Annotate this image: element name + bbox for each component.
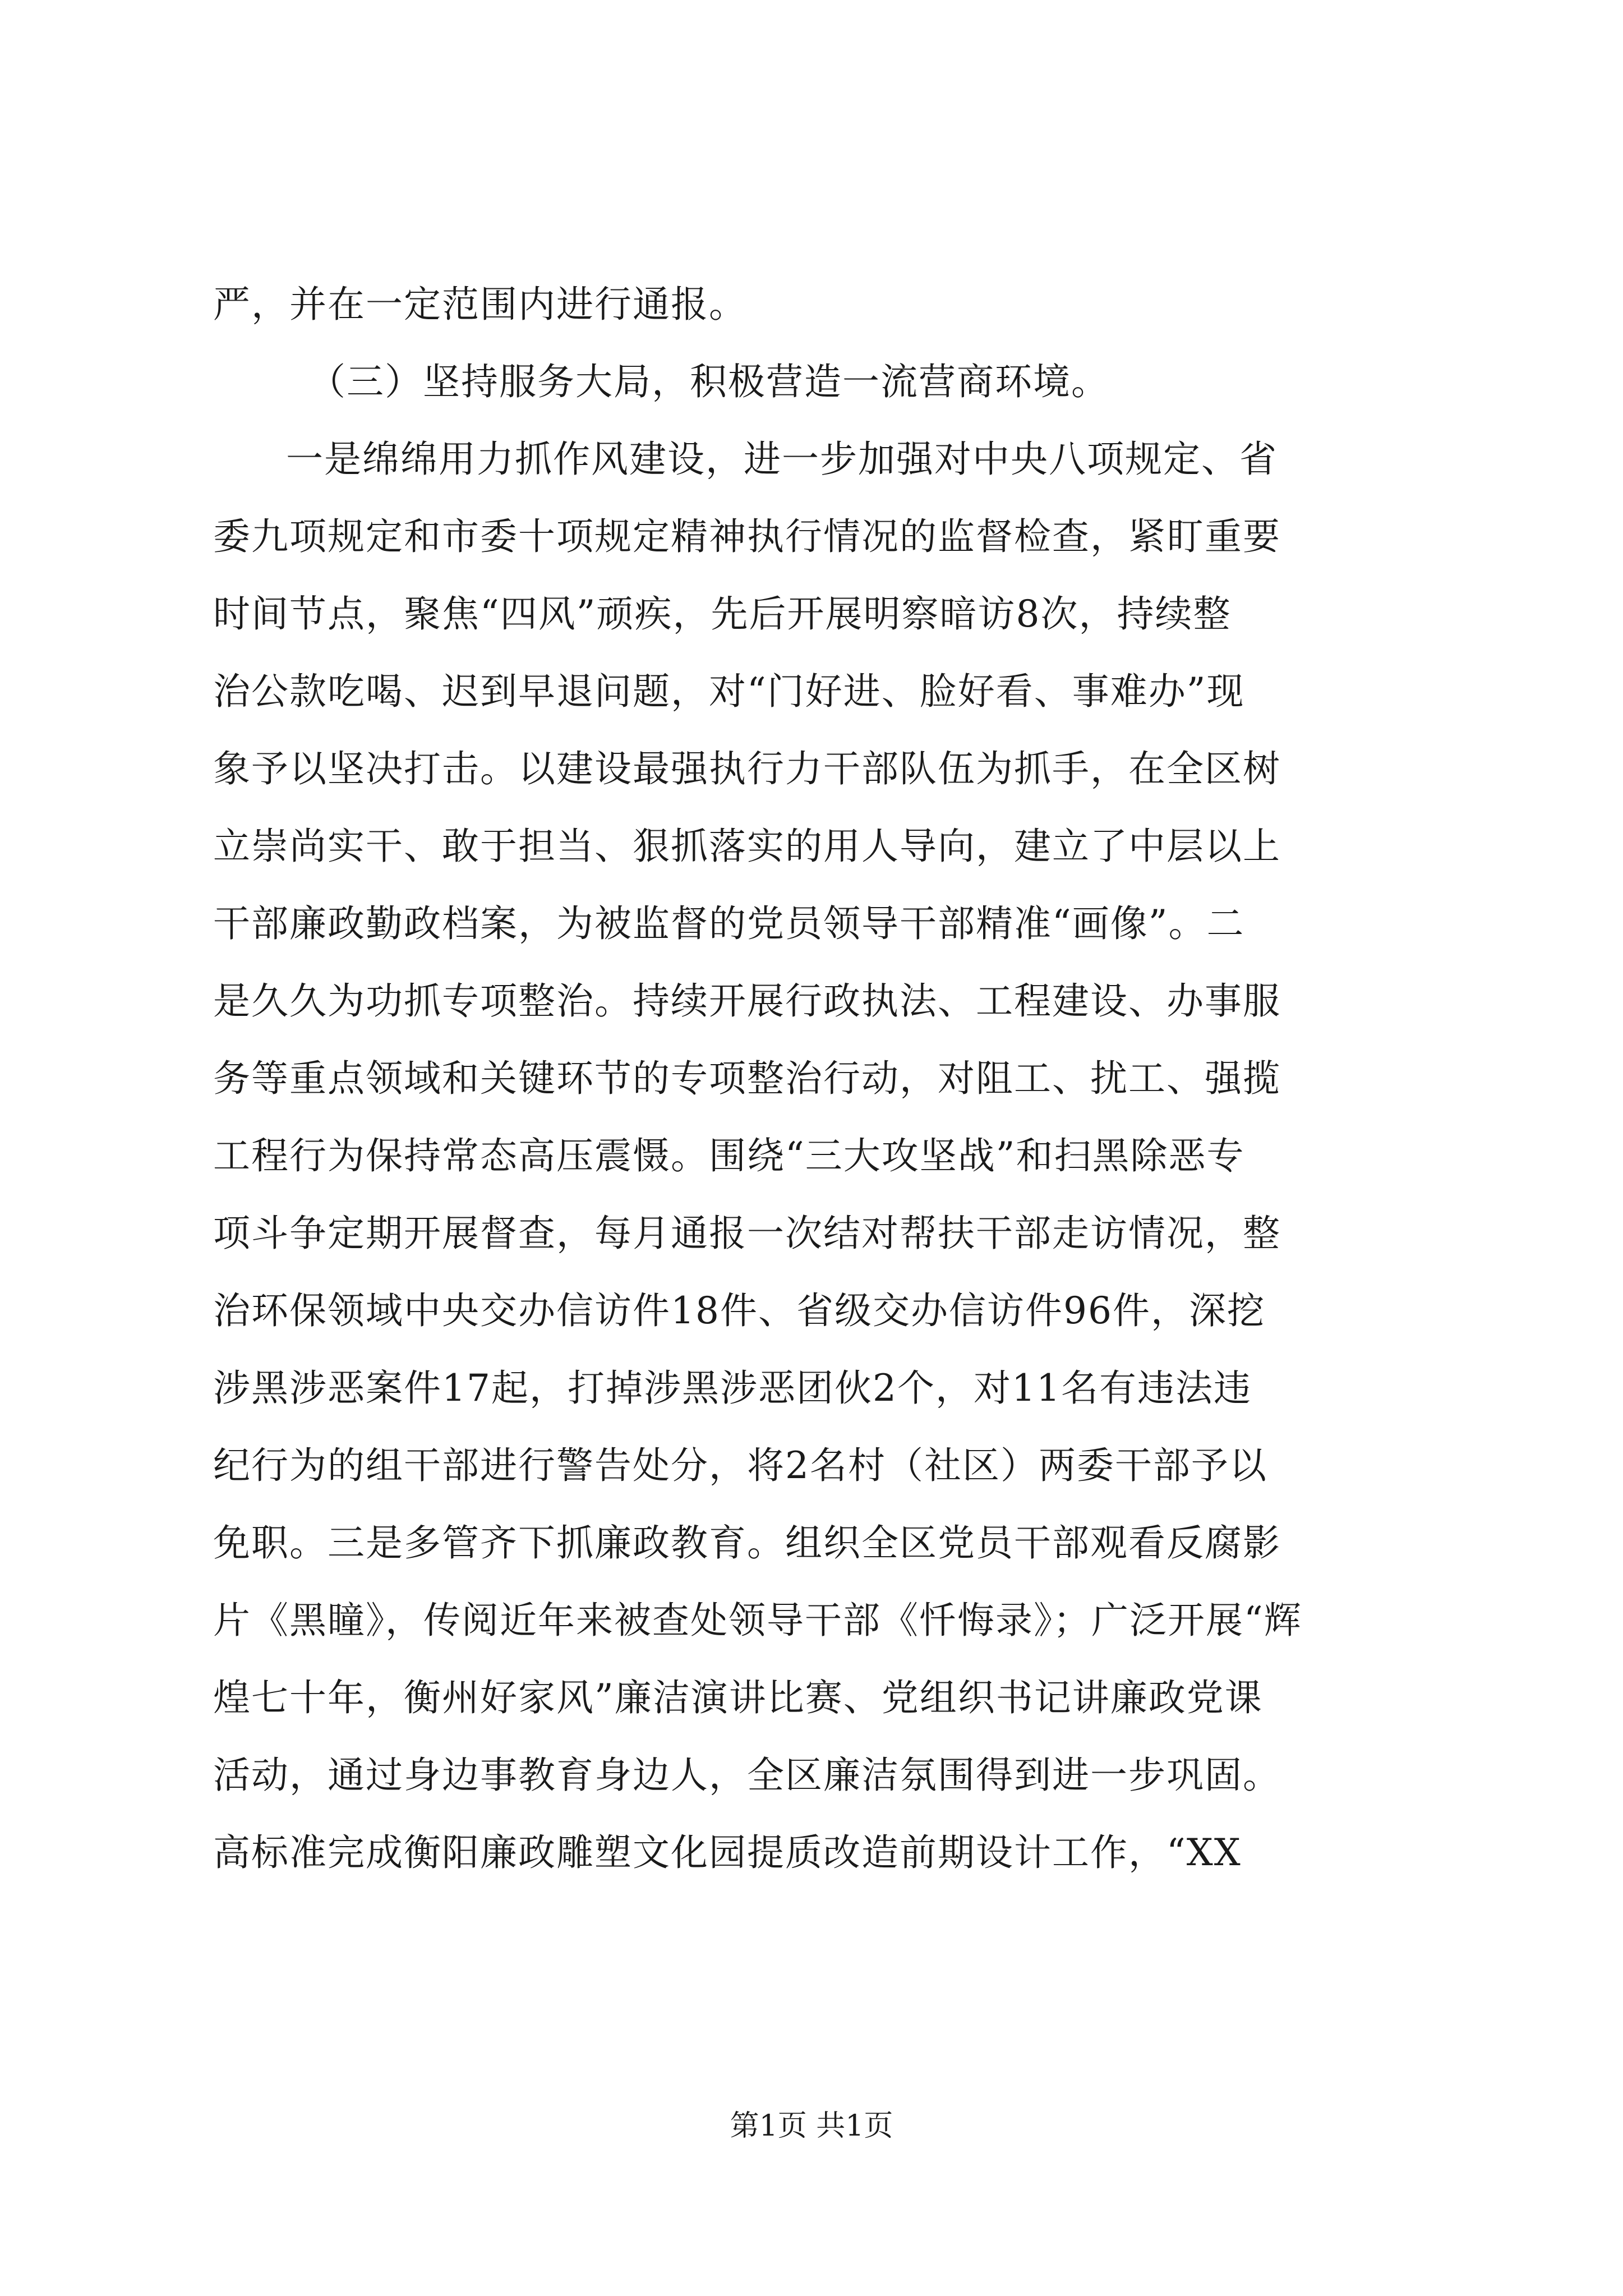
text-line: 是久久为功抓专项整治。持续开展行政执法、工程建设、办事服: [213, 979, 1281, 1023]
document-body: [213, 266, 1424, 1892]
text-line: 高标准完成衡阳廉政雕塑文化园提质改造前期设计工作，“XX: [213, 1831, 1242, 1874]
page-footer: [0, 2104, 1623, 2148]
text-line: 治公款吃喝、迟到早退问题，对“门好进、脸好看、事难办”现: [213, 670, 1245, 713]
text-line: 干部廉政勤政档案，为被监督的党员领导干部精准“画像”。二: [213, 902, 1245, 945]
text-line: 煌七十年，衡州好家风”廉洁演讲比赛、党组织书记讲廉政党课: [213, 1676, 1263, 1719]
text-line: 活动，通过身边事教育身边人，全区廉洁氛围得到进一步巩固。: [213, 1754, 1281, 1797]
text-line: 项斗争定期开展督查，每月通报一次结对帮扶干部走访情况，整: [213, 1212, 1281, 1255]
text-line: 工程行为保持常态高压震慑。围绕“三大攻坚战”和扫黑除恶专: [213, 1134, 1245, 1177]
text-line: 务等重点领域和关键环节的专项整治行动，对阻工、扰工、强揽: [213, 1057, 1281, 1100]
text-line: 片《黑瞳》，传阅近年来被查处领导干部《忏悔录》；广泛开展“辉: [213, 1599, 1302, 1642]
section-heading: （三）坚持服务大局，积极营造一流营商环境。: [308, 360, 1109, 403]
text-line: 一是绵绵用力抓作风建设，进一步加强对中央八项规定、省: [286, 438, 1278, 481]
text-line: 立崇尚实干、敢于担当、狠抓落实的用人导向，建立了中层以上: [213, 825, 1281, 868]
text-line: 涉黑涉恶案件17起，打掉涉黑涉恶团伙2个，对11名有违法违: [213, 1366, 1252, 1410]
text-line: 治环保领域中央交办信访件18件、省级交办信访件96件，深挖: [213, 1289, 1265, 1332]
text-line: 严，并在一定范围内进行通报。: [213, 283, 747, 326]
page-number: 第1页 共1页: [730, 2109, 893, 2143]
text-line: 委九项规定和市委十项规定精神执行情况的监督检查，紧盯重要: [213, 515, 1281, 558]
text-line: 纪行为的组干部进行警告处分，将2名村（社区）两委干部予以: [213, 1444, 1267, 1487]
text-line: 免职。三是多管齐下抓廉政教育。组织全区党员干部观看反腐影: [213, 1521, 1281, 1565]
text-line: 时间节点，聚焦“四风”顽疾，先后开展明察暗访8次，持续整: [213, 592, 1232, 636]
text-line: 象予以坚决打击。以建设最强执行力干部队伍为抓手，在全区树: [213, 747, 1281, 790]
